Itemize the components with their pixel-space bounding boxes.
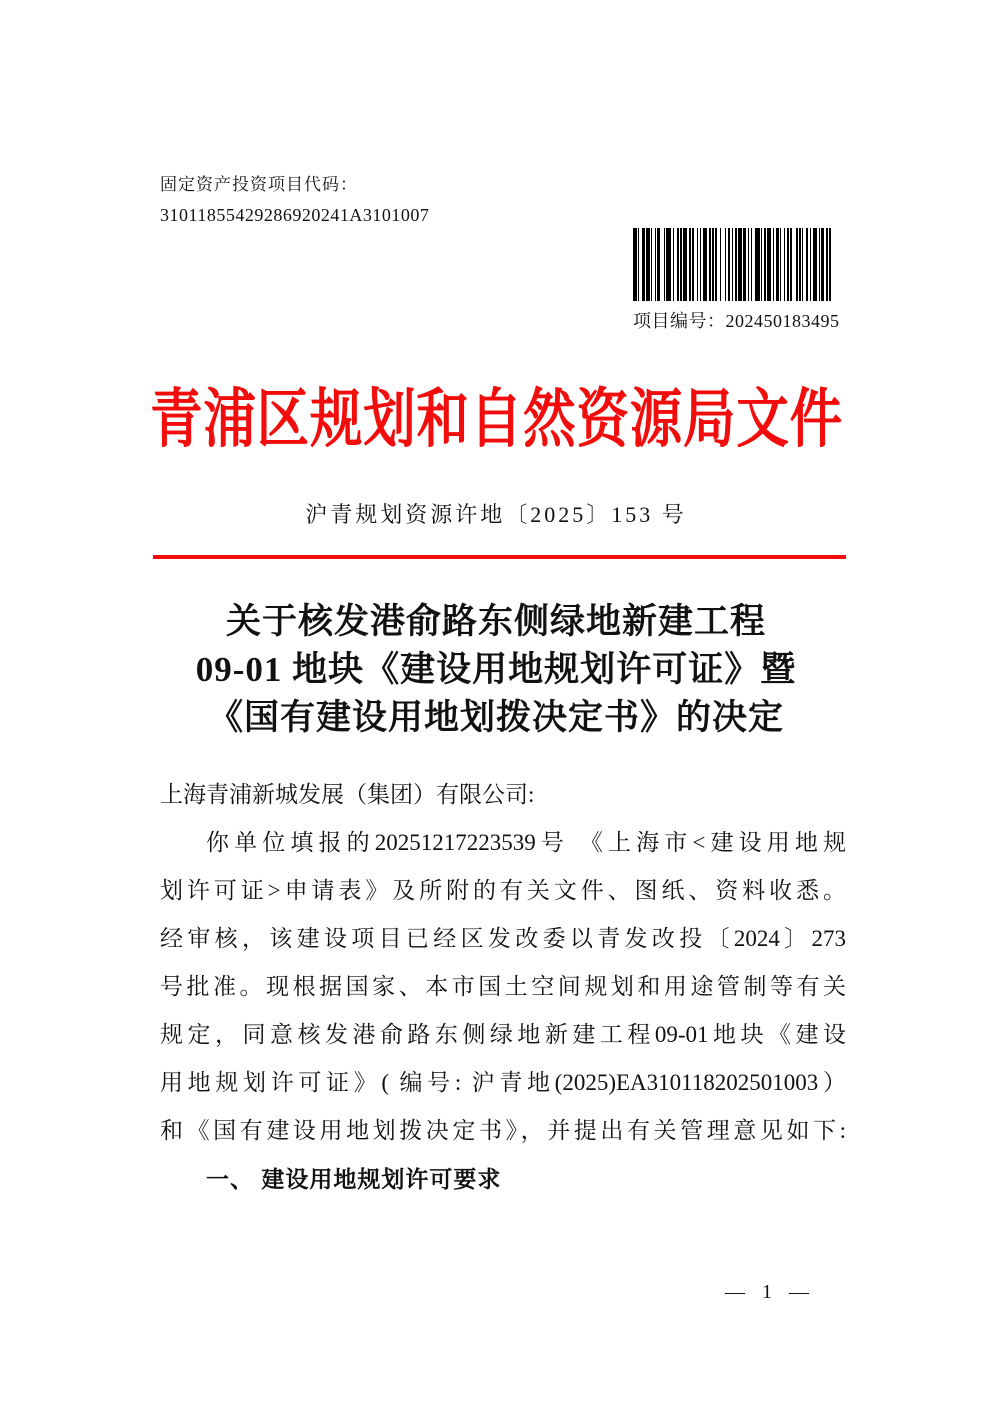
document-title-line2: 09-01 地块《建设用地规划许可证》暨 <box>195 650 797 689</box>
body-line: 划许可证>申请表》及所附的有关文件、图纸、资料收悉。 <box>160 878 846 903</box>
agency-banner-text: 青浦区规划和自然资源局文件 <box>149 384 843 455</box>
body-line: 经审核，该建设项目已经区发改委以青发改投〔2024〕273 <box>160 926 846 951</box>
project-code-label: 固定资产投资项目代码： <box>160 175 358 194</box>
body-line: 用地规划许可证》( 编号: 沪青地(2025)EA310118202501003） <box>160 1070 846 1095</box>
body-line: 规定，同意核发港俞路东侧绿地新建工程09-01地块《建设 <box>160 1022 846 1047</box>
document-title-line3: 《国有建设用地划拨决定书》的决定 <box>207 698 784 737</box>
body-line: 你单位填报的20251217223539号 《上海市<建设用地规 <box>206 830 846 855</box>
barcode-icon <box>633 228 835 301</box>
fixed-asset-project-code <box>160 170 429 230</box>
document-number: 沪青规划资源许地〔2025〕153 号 <box>305 502 687 527</box>
barcode-block <box>633 228 840 333</box>
salutation-line: 上海青浦新城发展（集团）有限公司: <box>160 782 535 807</box>
project-code-value: 31011855429286920241A3101007 <box>160 205 430 225</box>
agency-banner <box>0 368 992 460</box>
body-line: 号批准。现根据国家、本市国土空间规划和用途管制等有关 <box>160 974 846 999</box>
document-title-line1: 关于核发港俞路东侧绿地新建工程 <box>225 602 766 641</box>
barcode-label: 项目编号：202450183495 <box>633 311 840 331</box>
document-title <box>0 598 992 742</box>
section-heading: 一、 建设用地规划许可要求 <box>206 1166 502 1192</box>
body-line: 和《国有建设用地划拨决定书》，并提出有关管理意见如下: <box>160 1118 846 1143</box>
document-body <box>160 771 846 1203</box>
page-number: — 1 — <box>725 1281 815 1303</box>
red-divider-line <box>153 555 846 559</box>
